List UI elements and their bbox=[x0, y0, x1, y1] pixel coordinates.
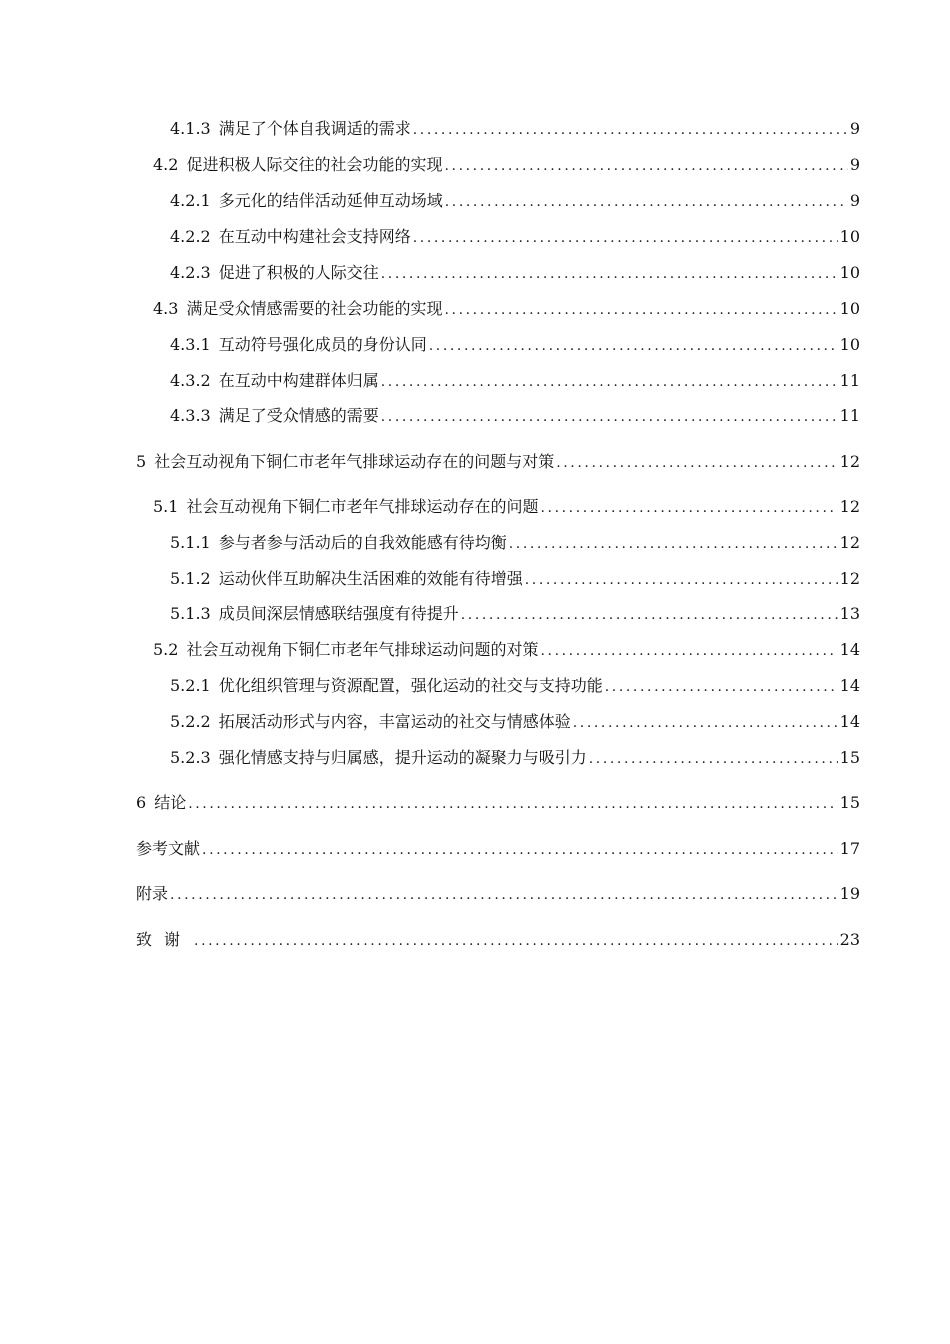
dot-leader bbox=[413, 227, 838, 249]
toc-entry-number: 4.3 bbox=[153, 299, 179, 318]
toc-entry-page: 12 bbox=[839, 569, 860, 588]
toc-entry-page: 10 bbox=[839, 335, 860, 354]
toc-entry-page: 12 bbox=[839, 533, 860, 552]
toc-entry-page: 12 bbox=[839, 452, 860, 471]
toc-entry-5[interactable] bbox=[136, 451, 860, 474]
toc-entry-number: 5.1.2 bbox=[170, 569, 211, 588]
toc-entry-number: 4.3.2 bbox=[170, 371, 211, 390]
toc-entry-page: 9 bbox=[849, 155, 860, 174]
toc-entry-page: 9 bbox=[849, 119, 860, 138]
toc-entry-title: 参考文献 bbox=[136, 839, 201, 858]
toc-entry-page: 17 bbox=[839, 839, 860, 858]
toc-entry-page: 14 bbox=[839, 676, 860, 695]
toc-entry-title: 结论 bbox=[154, 793, 187, 812]
toc-entry-6[interactable] bbox=[136, 792, 860, 815]
toc-entry-acknowledgements[interactable] bbox=[136, 929, 860, 952]
toc-entry-number: 4.2.3 bbox=[170, 263, 211, 282]
toc-entry-title: 附录 bbox=[136, 884, 169, 903]
dot-leader bbox=[445, 191, 848, 213]
toc-entry-4-2-3[interactable] bbox=[170, 262, 860, 285]
dot-leader bbox=[202, 839, 838, 861]
dot-leader bbox=[381, 406, 838, 428]
toc-entry-number: 5.2 bbox=[153, 640, 179, 659]
toc-entry-title: 多元化的结伴活动延伸互动场域 bbox=[218, 191, 443, 210]
toc-entry-number: 4.1.3 bbox=[170, 119, 211, 138]
dot-leader bbox=[525, 569, 838, 591]
dot-leader bbox=[573, 712, 838, 734]
toc-entry-title: 互动符号强化成员的身份认同 bbox=[218, 335, 427, 354]
toc-entry-4-3-3[interactable] bbox=[170, 405, 860, 428]
toc-entry-number: 5.1.3 bbox=[170, 604, 211, 623]
toc-entry-title: 社会互动视角下铜仁市老年气排球运动存在的问题与对策 bbox=[154, 452, 555, 471]
toc-entry-title: 社会互动视角下铜仁市老年气排球运动问题的对策 bbox=[186, 640, 539, 659]
toc-entry-title: 成员间深层情感联结强度有待提升 bbox=[218, 604, 459, 623]
dot-leader bbox=[540, 497, 837, 519]
dot-leader bbox=[444, 299, 837, 321]
dot-leader bbox=[194, 930, 838, 952]
toc-entry-number: 5 bbox=[136, 452, 147, 471]
toc-entry-number: 5.2.3 bbox=[170, 748, 211, 767]
toc-entry-page: 14 bbox=[839, 640, 860, 659]
toc-entry-number: 4.3.3 bbox=[170, 406, 211, 425]
toc-entry-4-2[interactable] bbox=[153, 154, 860, 177]
toc-entry-title: 促进积极人际交往的社会功能的实现 bbox=[186, 155, 443, 174]
toc-entry-page: 13 bbox=[839, 604, 860, 623]
dot-leader bbox=[413, 119, 848, 141]
toc-entry-4-2-1[interactable] bbox=[170, 190, 860, 213]
toc-entry-appendix[interactable] bbox=[136, 883, 860, 906]
dot-leader bbox=[381, 371, 838, 393]
toc-entry-title: 致谢 bbox=[136, 930, 193, 949]
toc-entry-number: 5.2.1 bbox=[170, 676, 211, 695]
toc-entry-title: 在互动中构建社会支持网络 bbox=[218, 227, 411, 246]
toc-entry-page: 11 bbox=[839, 406, 860, 425]
toc-entry-title: 拓展活动形式与内容，丰富运动的社交与情感体验 bbox=[218, 712, 571, 731]
toc-entry-5-2[interactable] bbox=[153, 639, 860, 662]
toc-entry-title: 满足受众情感需要的社会功能的实现 bbox=[186, 299, 443, 318]
toc-entry-title: 社会互动视角下铜仁市老年气排球运动存在的问题 bbox=[186, 497, 539, 516]
toc-entry-5-2-2[interactable] bbox=[170, 711, 860, 734]
toc-entry-4-3[interactable] bbox=[153, 298, 860, 321]
toc-entry-4-1-3[interactable] bbox=[170, 118, 860, 141]
toc-entry-page: 19 bbox=[839, 884, 860, 903]
toc-entry-page: 15 bbox=[839, 748, 860, 767]
toc-entry-number: 4.3.1 bbox=[170, 335, 211, 354]
toc-entry-page: 10 bbox=[839, 299, 860, 318]
toc-entry-page: 15 bbox=[839, 793, 860, 812]
toc-entry-references[interactable] bbox=[136, 838, 860, 861]
toc-entry-page: 11 bbox=[839, 371, 860, 390]
toc-entry-5-1-1[interactable] bbox=[170, 532, 860, 555]
dot-leader bbox=[509, 533, 838, 555]
toc-entry-page: 14 bbox=[839, 712, 860, 731]
dot-leader bbox=[429, 335, 838, 357]
dot-leader bbox=[605, 676, 838, 698]
dot-leader bbox=[461, 604, 838, 626]
toc-entry-title: 促进了积极的人际交往 bbox=[218, 263, 379, 282]
dot-leader bbox=[381, 263, 838, 285]
toc-entry-title: 强化情感支持与归属感，提升运动的凝聚力与吸引力 bbox=[218, 748, 587, 767]
dot-leader bbox=[188, 793, 837, 815]
toc-entry-page: 12 bbox=[839, 497, 860, 516]
toc-entry-number: 4.2.2 bbox=[170, 227, 211, 246]
toc-entry-page: 10 bbox=[839, 227, 860, 246]
toc-entry-title: 满足了个体自我调适的需求 bbox=[218, 119, 411, 138]
dot-leader bbox=[556, 452, 837, 474]
toc-entry-page: 9 bbox=[849, 191, 860, 210]
toc-entry-number: 5.1 bbox=[153, 497, 179, 516]
toc-entry-title: 在互动中构建群体归属 bbox=[218, 371, 379, 390]
toc-entry-5-1-2[interactable] bbox=[170, 568, 860, 591]
toc-entry-number: 5.2.2 bbox=[170, 712, 211, 731]
toc-entry-number: 5.1.1 bbox=[170, 533, 211, 552]
toc-entry-title: 满足了受众情感的需要 bbox=[218, 406, 379, 425]
toc-entry-title: 运动伙伴互助解决生活困难的效能有待增强 bbox=[218, 569, 523, 588]
toc-entry-5-1[interactable] bbox=[153, 496, 860, 519]
dot-leader bbox=[540, 640, 837, 662]
dot-leader bbox=[444, 155, 847, 177]
toc-entry-title: 优化组织管理与资源配置，强化运动的社交与支持功能 bbox=[218, 676, 603, 695]
toc-entry-title: 参与者参与活动后的自我效能感有待均衡 bbox=[218, 533, 507, 552]
toc-entry-4-3-1[interactable] bbox=[170, 334, 860, 357]
toc-entry-4-3-2[interactable] bbox=[170, 370, 860, 393]
toc-entry-5-2-3[interactable] bbox=[170, 747, 860, 770]
toc-entry-number: 6 bbox=[136, 793, 147, 812]
dot-leader bbox=[589, 748, 838, 770]
toc-entry-5-1-3[interactable] bbox=[170, 603, 860, 626]
toc-entry-5-2-1[interactable] bbox=[170, 675, 860, 698]
toc-entry-page: 23 bbox=[839, 930, 860, 949]
toc-entry-number: 4.2.1 bbox=[170, 191, 211, 210]
toc-entry-4-2-2[interactable] bbox=[170, 226, 860, 249]
toc-entry-number: 4.2 bbox=[153, 155, 179, 174]
dot-leader bbox=[170, 884, 838, 906]
toc-entry-page: 10 bbox=[839, 263, 860, 282]
